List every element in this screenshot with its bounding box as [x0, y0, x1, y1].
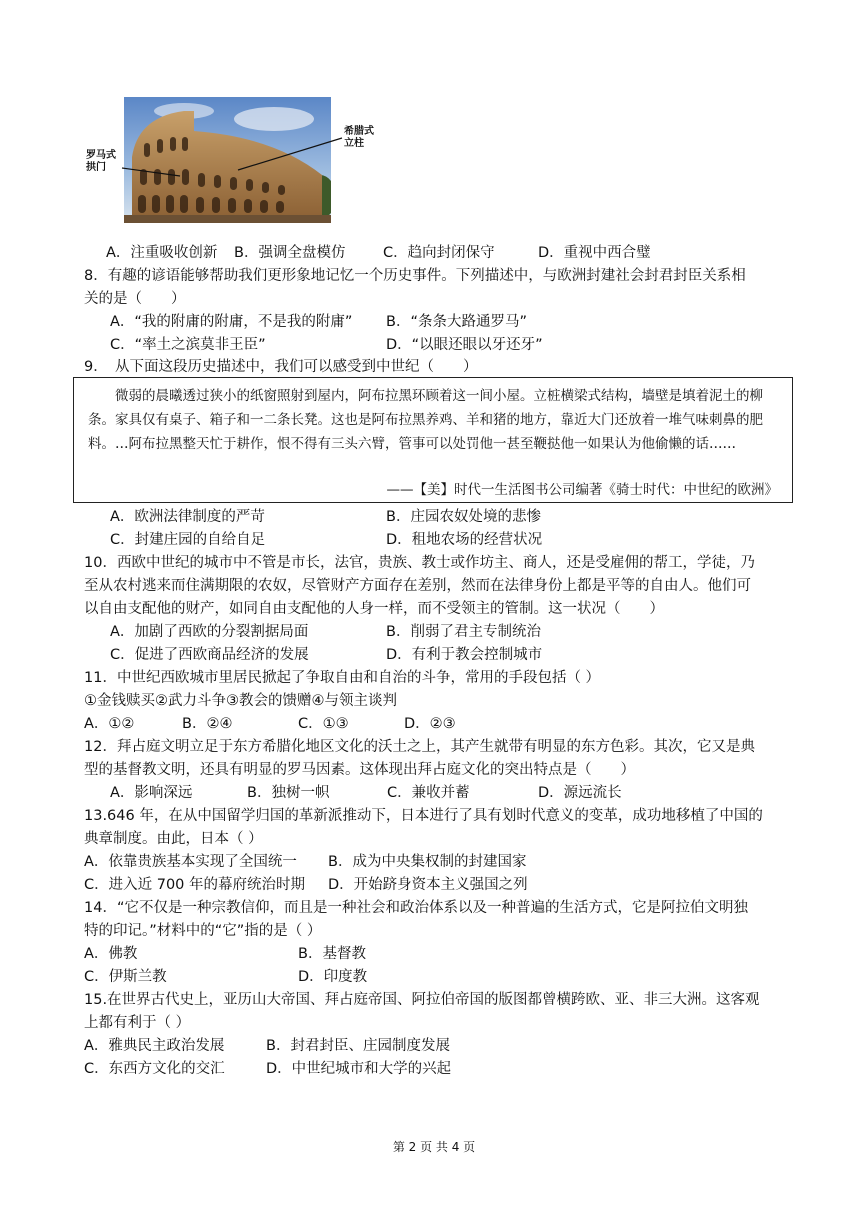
q8-stem-line1: 8．有趣的谚语能够帮助我们更形象地记忆一个历史事件。下列描述中，与欧洲封建社会封君封臣关系相	[84, 268, 746, 284]
q9-quote-text: 微弱的晨曦透过狭小的纸窗照射到屋内，阿布拉黑环顾着这一间小屋。立桩横梁式结构，墙壁是填着泥土的柳条。家具仅有桌子、箱子和一二条长凳。这也是阿布拉黑养鸡、羊和猪的地方，靠近大门还放着一堆气味刺鼻的肥料。…阿布拉黑整天忙于耕作，恨不得有三头六臂，管事可以处罚他一甚至鞭挞他一如果认为他偷懒的话……	[88, 388, 763, 452]
q9-option-a: A．欧洲法律制度的严苛	[110, 509, 265, 525]
q7-option-a: A．注重吸收创新	[106, 245, 218, 261]
q13-option-c: C．进入近 700 年的幕府统治时期	[84, 877, 306, 893]
q15-stem-line1: 15.在世界古代史上，亚历山大帝国、拜占庭帝国、阿拉伯帝国的版图都曾横跨欧、亚、非三大洲。这客观	[84, 992, 760, 1008]
q15-option-a: A．雅典民主政治发展	[84, 1038, 225, 1054]
q14-option-b: B．基督教	[298, 946, 366, 962]
q9-option-d: D．租地农场的经营状况	[386, 532, 543, 548]
q10-option-d: D．有利于教会控制城市	[386, 647, 543, 663]
arch-label: 罗马式 拱门	[86, 150, 116, 173]
callout-lines	[0, 0, 868, 260]
q7-option-d: D．重视中西合璧	[538, 245, 651, 261]
q8-option-a: A．“我的附庸的附庸，不是我的附庸”	[110, 314, 353, 330]
q8-option-b: B．“条条大路通罗马”	[386, 314, 527, 330]
q15-stem-line2: 上都有利于（ ）	[84, 1015, 191, 1031]
q7-option-b: B．强调全盘模仿	[234, 245, 346, 261]
q14-option-c: C．伊斯兰教	[84, 969, 167, 985]
q15-option-b: B．封君封臣、庄园制度发展	[266, 1038, 450, 1054]
q10-option-c: C．促进了西欧商品经济的发展	[110, 647, 309, 663]
q12-option-c: C．兼收并蓄	[387, 785, 470, 801]
q10-option-a: A．加剧了西欧的分裂割据局面	[110, 624, 309, 640]
q9-option-c: C．封建庄园的自给自足	[110, 532, 266, 548]
q13-option-d: D．开始跻身资本主义强国之列	[328, 877, 528, 893]
q12-stem-line2: 型的基督教文明，还具有明显的罗马因素。这体现出拜占庭文化的突出特点是（ ）	[84, 762, 635, 778]
q11-items: ①金钱赎买②武力斗争③教会的馈赠④与领主谈判	[84, 693, 397, 709]
q9-option-b: B．庄园农奴处境的悲惨	[386, 509, 541, 525]
q10-stem-line2: 至从农村逃来而住满期限的农奴，尽管财产方面存在差别，然而在法律身份上都是平等的自由人。他们可	[84, 578, 751, 594]
q13-stem-line2: 典章制度。由此，日本（ ）	[84, 831, 263, 847]
q13-option-b: B．成为中央集权制的封建国家	[328, 854, 527, 870]
q15-option-c: C．东西方文化的交汇	[84, 1061, 225, 1077]
q7-option-c: C．趋向封闭保守	[383, 245, 495, 261]
q13-stem-line1: 13.646 年，在从中国留学归国的革新派推动下，日本进行了具有划时代意义的变革，成功地移植了中国的	[84, 808, 763, 824]
q11-option-c: C．①③	[298, 716, 349, 732]
q14-option-a: A．佛教	[84, 946, 138, 962]
q14-stem-line1: 14．“它不仅是一种宗教信仰，而且是一种社会和政治体系以及一种普遍的生活方式，它是阿拉伯文明独	[84, 900, 748, 916]
column-label: 希腊式 立柱	[344, 126, 374, 149]
q12-option-d: D．源远流长	[538, 785, 622, 801]
q15-option-d: D．中世纪城市和大学的兴起	[266, 1061, 452, 1077]
q8-stem-line2: 关的是（ ）	[84, 291, 186, 307]
q8-option-c: C．“率土之滨莫非王臣”	[110, 337, 266, 353]
q12-option-b: B．独树一帜	[247, 785, 330, 801]
q9-quote-box	[73, 377, 793, 503]
q10-option-b: B．削弱了君主专制统治	[386, 624, 541, 640]
q11-stem: 11．中世纪西欧城市里居民掀起了争取自由和自治的斗争，常用的手段包括（ ）	[84, 670, 601, 686]
q9-quote-source: ——【美】时代一生活图书公司编著《骑士时代：中世纪的欧洲》	[386, 482, 778, 498]
q12-stem-line1: 12．拜占庭文明立足于东方希腊化地区文化的沃土之上，其产生就带有明显的东方色彩。其次，它又是典	[84, 739, 755, 755]
q14-option-d: D．印度教	[298, 969, 368, 985]
page-number: 第 2 页 共 4 页	[392, 1140, 476, 1154]
q14-stem-line2: 特的印记。”材料中的“它”指的是（ ）	[84, 923, 322, 939]
q11-option-a: A．①②	[84, 716, 135, 732]
q10-stem-line3: 以自由支配他的财产，如同自由支配他的人身一样，而不受领主的管制。这一状况（ ）	[84, 601, 664, 617]
q10-stem-line1: 10．西欧中世纪的城市中不管是市长，法官，贵族、教士或作坊主、商人，还是受雇佣的帮工，学徒，乃	[84, 555, 755, 571]
q13-option-a: A．依靠贵族基本实现了全国统一	[84, 854, 297, 870]
q8-option-d: D．“以眼还眼以牙还牙”	[386, 337, 543, 353]
q11-option-b: B．②④	[182, 716, 233, 732]
q9-stem: 9． 从下面这段历史描述中，我们可以感受到中世纪（ ）	[84, 359, 478, 375]
q12-option-a: A．影响深远	[110, 785, 193, 801]
q11-option-d: D．②③	[404, 716, 456, 732]
